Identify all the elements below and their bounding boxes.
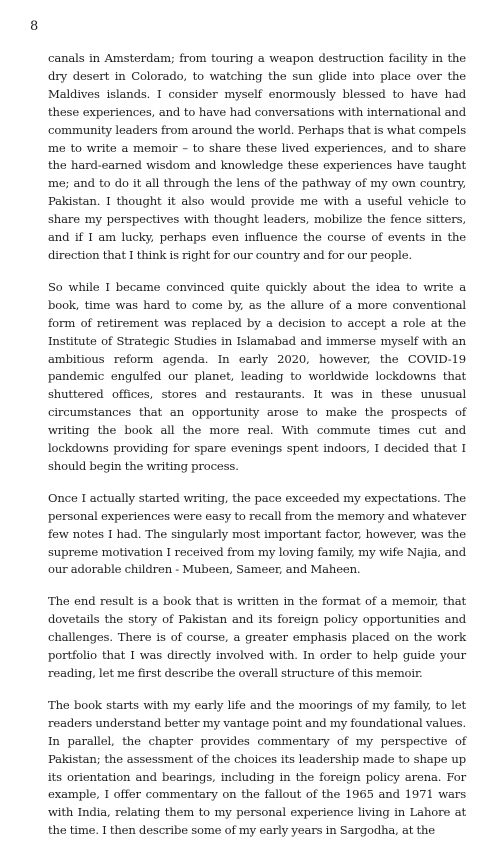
page-number: 8 [30, 19, 39, 34]
paragraph: canals in Amsterdam; from touring a weapon destruction facility in the dry desert in Colorado, to watching the sun glide into place over the Maldives islands. I consider myself enormously blessed to have had these experiences, and to have had conversations with international and community leaders from around the world. Perhaps that is what compels me to write a memoir – to share these lived experiences, and to share the hard-earned wisdom and knowledge these experiences have taught me; and to do it all through the lens of the pathway of my own country, Pakistan. I thought it also would provide me with a useful vehicle to share my perspectives with thought leaders, mobilize the fence sitters, and if I am lucky, perhaps even influence the course of events in the direction that I think is right for our country and for our people. [48, 51, 466, 262]
paragraph: Once I actually started writing, the pace exceeded my expectations. The personal experiences were easy to recall from the memory and whatever few notes I had. The singularly most important factor, however, was the supreme motivation I received from my loving family, my wife Najia, and our adorable children - Mubeen, Sameer, and Maheen. [48, 490, 466, 577]
paragraph: The book starts with my early life and the moorings of my family, to let readers understand better my vantage point and my foundational values. In parallel, the chapter provides commentary of my perspective of Pakistan; the assessment of the choices its leadership made to shape up its orientation and bearings, including in the foreign policy arena. For example, I offer commentary on the fallout of the 1965 and 1971 wars with India, relating them to my personal experience living in Lahore at the time. I then describe some of my early years in Sargodha, at the [48, 697, 466, 838]
paragraph: The end result is a book that is written in the format of a memoir, that dovetails the story of Pakistan and its foreign policy opportunities and challenges. There is of course, a greater emphasis placed on the work portfolio that I was directly involved with. In order to help guide your reading, let me first describe the overall structure of this memoir. [48, 594, 466, 680]
paragraph: So while I became convinced quite quickly about the idea to write a book, time was hard to come by, as the allure of a more conventional form of retirement was replaced by a decision to accept a role at the Institute of Strategic Studies in Islamabad and immerse myself with an ambitious reform agenda. In early 2020, however, the COVID-19 pandemic engulfed our planet, leading to worldwide lockdowns that shuttered offices, stores and restaurants. It was in these unusual circumstances that an opportunity arose to make the prospects of writing the book all the more real. With commute times cut and lockdowns providing for spare evenings spent indoors, I decided that I should begin the writing process. [48, 279, 466, 473]
body-text [48, 50, 466, 854]
